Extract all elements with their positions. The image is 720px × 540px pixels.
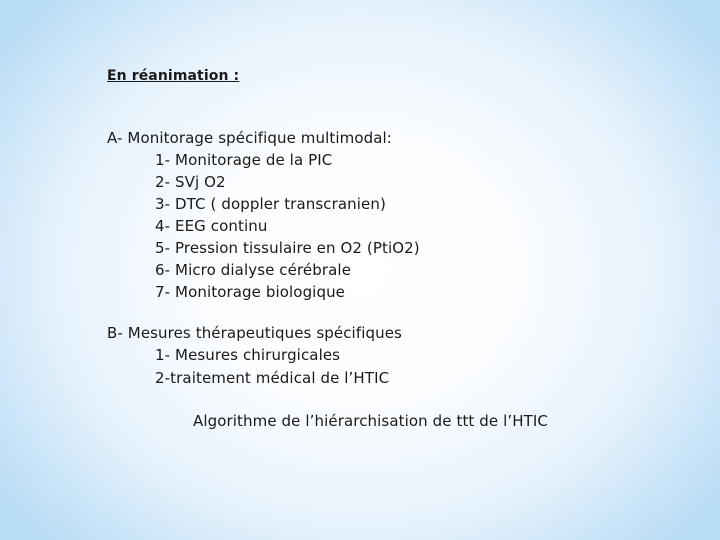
algorithm-caption: Algorithme de l’hiérarchisation de ttt de l’HTIC xyxy=(193,412,548,430)
section-b-item-1: 1- Mesures chirurgicales xyxy=(155,346,341,364)
section-b-title: B- Mesures thérapeutiques spécifiques xyxy=(107,324,402,342)
section-b-item-2: 2-traitement médical de l’HTIC xyxy=(155,369,390,387)
section-a-item-6: 6- Micro dialyse cérébrale xyxy=(155,261,352,279)
section-a-item-2: 2- SVj O2 xyxy=(155,173,226,191)
section-a-item-3: 3- DTC ( doppler transcranien) xyxy=(155,195,386,213)
section-a-item-5: 5- Pression tissulaire en O2 (PtiO2) xyxy=(155,239,420,257)
section-a-item-7: 7- Monitorage biologique xyxy=(155,283,346,301)
slide-heading: En réanimation : xyxy=(107,68,240,84)
section-a-item-1: 1- Monitorage de la PIC xyxy=(155,151,333,169)
section-a-title: A- Monitorage spécifique multimodal: xyxy=(107,129,392,147)
section-a-item-4: 4- EEG continu xyxy=(155,217,268,235)
